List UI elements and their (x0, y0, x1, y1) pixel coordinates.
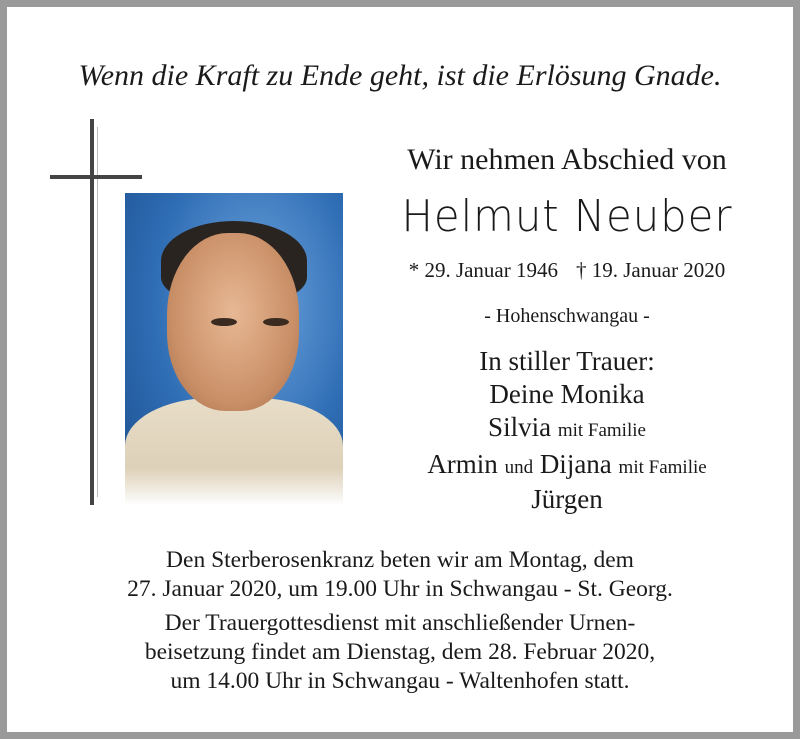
deceased-name: Helmut Neuber (401, 191, 733, 242)
intro-text: Wir nehmen Abschied von (407, 143, 727, 176)
service-notice: Der Trauergottesdienst mit anschließender Urnen- beisetzung findet am Dienstag, dem 28. Februar 2020, um 14.00 Uhr in Schwangau - Waltenhofen statt. (144, 610, 656, 694)
obituary-card (7, 7, 793, 732)
life-dates (347, 258, 787, 283)
portrait-photo (125, 193, 343, 505)
rosary-notice: Den Sterberosenkranz beten wir am Montag, dem 27. Januar 2020, um 19.00 Uhr in Schwangau - St. Georg. (127, 547, 673, 602)
place: - Hohenschwangau - (484, 305, 650, 327)
death-date: † 19. Januar 2020 (576, 258, 726, 282)
mourner-line: Armin und Dijana mit Familie (427, 449, 707, 479)
motto: Wenn die Kraft zu Ende geht, ist die Erlösung Gnade. (78, 59, 722, 92)
mourning-heading: In stiller Trauer: (479, 346, 655, 376)
birth-date: * 29. Januar 1946 (408, 258, 558, 282)
mourner-line: Silvia mit Familie (488, 412, 646, 442)
mourner-line: Deine Monika (489, 379, 645, 409)
mourner-line: Jürgen (531, 484, 603, 514)
